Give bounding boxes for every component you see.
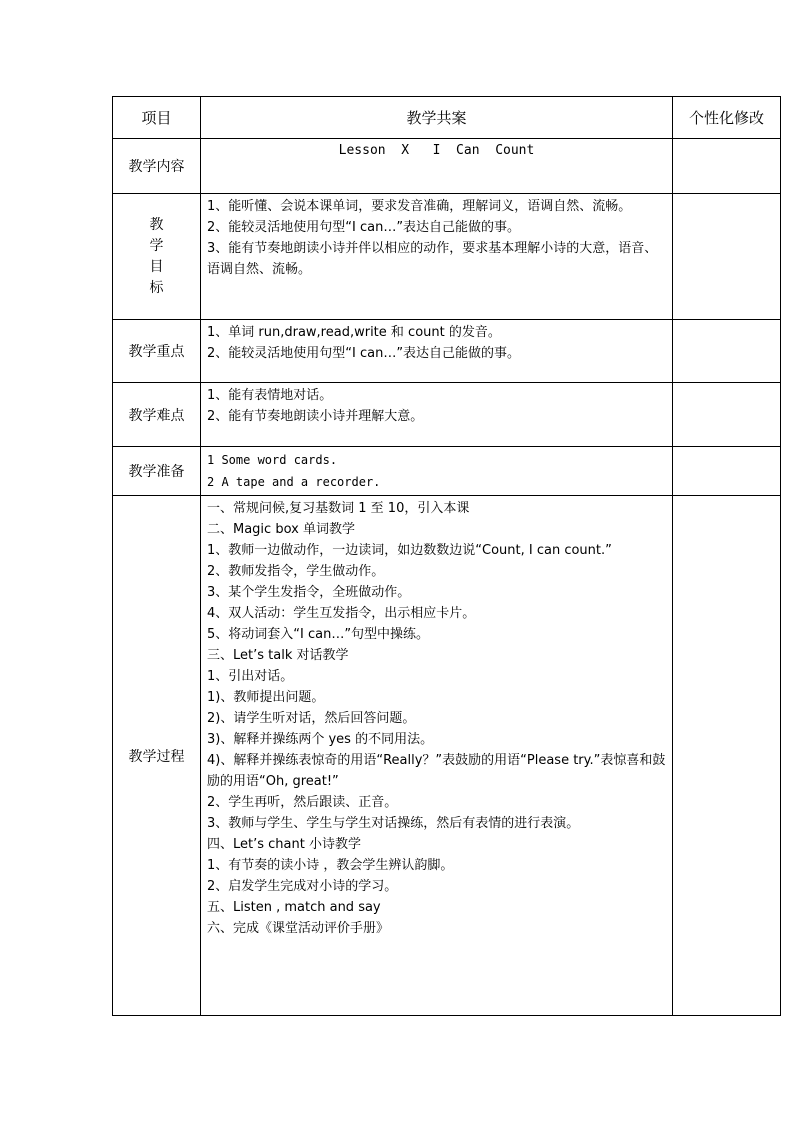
objectives-label-char: 标: [149, 279, 164, 296]
objectives-label-char: 教: [149, 216, 164, 233]
content-cell: [201, 139, 673, 194]
process-line: 一、常规问候,复习基数词 1 至 10，引入本课: [207, 501, 470, 516]
lesson-title: Lesson X I Can Count: [338, 143, 535, 158]
objectives-label-char: 目: [149, 258, 164, 275]
content-label: 教学内容: [113, 139, 201, 194]
process-line: 1)、教师提出问题。: [207, 690, 325, 705]
difficulties-notes-cell: [673, 383, 781, 447]
key-point-line: 2、能较灵活地使用句型“I can…”表达自己能做的事。: [207, 346, 521, 361]
objective-line: 3、能有节奏地朗读小诗并伴以相应的动作，要求基本理解小诗的大意，语音、语调自然、流畅。: [207, 241, 658, 277]
process-line: 3、某个学生发指令，全班做动作。: [207, 585, 411, 600]
process-line: 5、将动词套入“I can…”句型中操练。: [207, 627, 430, 642]
process-line: 1、教师一边做动作，一边读词，如边数数边说“Count, I can count.”: [207, 543, 612, 558]
key-point-line: 1、单词 run,draw,read,write 和 count 的发音。: [207, 325, 501, 340]
preparation-notes-cell: [673, 447, 781, 496]
preparation-label: 教学准备: [113, 447, 201, 496]
process-notes-cell: [673, 496, 781, 1016]
process-line: 3)、解释并操练两个 yes 的不同用法。: [207, 732, 434, 747]
process-line: 4)、解释并操练表惊奇的用语“Really？”表鼓励的用语“Please try.”表惊喜和鼓励的用语“Oh, great!”: [207, 753, 666, 789]
objectives-label: [113, 194, 201, 320]
difficulties-cell: [201, 383, 673, 447]
objectives-row: [113, 194, 781, 320]
process-row: [113, 496, 781, 1016]
key-points-label: 教学重点: [113, 320, 201, 383]
content-notes-cell: [673, 139, 781, 194]
objectives-notes-cell: [673, 194, 781, 320]
process-line: 五、Listen , match and say: [207, 900, 381, 915]
key-points-row: [113, 320, 781, 383]
objectives-cell: [201, 194, 673, 320]
objectives-label-char: 学: [149, 237, 164, 254]
objective-line: 1、能听懂、会说本课单词，要求发音准确，理解词义，语调自然、流畅。: [207, 199, 632, 214]
process-line: 2)、请学生听对话，然后回答问题。: [207, 711, 416, 726]
process-line: 二、Magic box 单词教学: [207, 522, 355, 537]
difficulties-row: [113, 383, 781, 447]
lesson-plan-table: [112, 96, 781, 1016]
header-item: 项目: [113, 97, 201, 139]
process-line: 四、Let’s chant 小诗教学: [207, 837, 361, 852]
preparation-row: [113, 447, 781, 496]
key-points-cell: [201, 320, 673, 383]
header-personal-edits: 个性化修改: [673, 97, 781, 139]
process-line: 1、引出对话。: [207, 669, 294, 684]
process-line: 2、教师发指令，学生做动作。: [207, 564, 385, 579]
process-line: 1、有节奏的读小诗 ，教会学生辨认韵脚。: [207, 858, 454, 873]
process-line: 2、启发学生完成对小诗的学习。: [207, 879, 398, 894]
process-label: 教学过程: [113, 496, 201, 1016]
preparation-line: 1 Some word cards.: [207, 453, 338, 467]
process-line: 3、教师与学生、学生与学生对话操练，然后有表情的进行表演。: [207, 816, 580, 831]
header-shared-plan: 教学共案: [201, 97, 673, 139]
key-points-notes-cell: [673, 320, 781, 383]
process-line: 三、Let’s talk 对话教学: [207, 648, 349, 663]
difficulties-label: 教学难点: [113, 383, 201, 447]
objective-line: 2、能较灵活地使用句型“I can…”表达自己能做的事。: [207, 220, 521, 235]
difficulty-line: 2、能有节奏地朗读小诗并理解大意。: [207, 409, 424, 424]
process-line: 六、完成《课堂活动评价手册》: [207, 921, 390, 936]
process-line: 4、双人活动：学生互发指令，出示相应卡片。: [207, 606, 476, 621]
process-cell: [201, 496, 673, 1016]
difficulty-line: 1、能有表情地对话。: [207, 388, 333, 403]
process-line: 2、学生再听，然后跟读、正音。: [207, 795, 398, 810]
preparation-line: 2 A tape and a recorder.: [207, 475, 381, 489]
header-row: [113, 97, 781, 139]
preparation-cell: [201, 447, 673, 496]
content-row: [113, 139, 781, 194]
